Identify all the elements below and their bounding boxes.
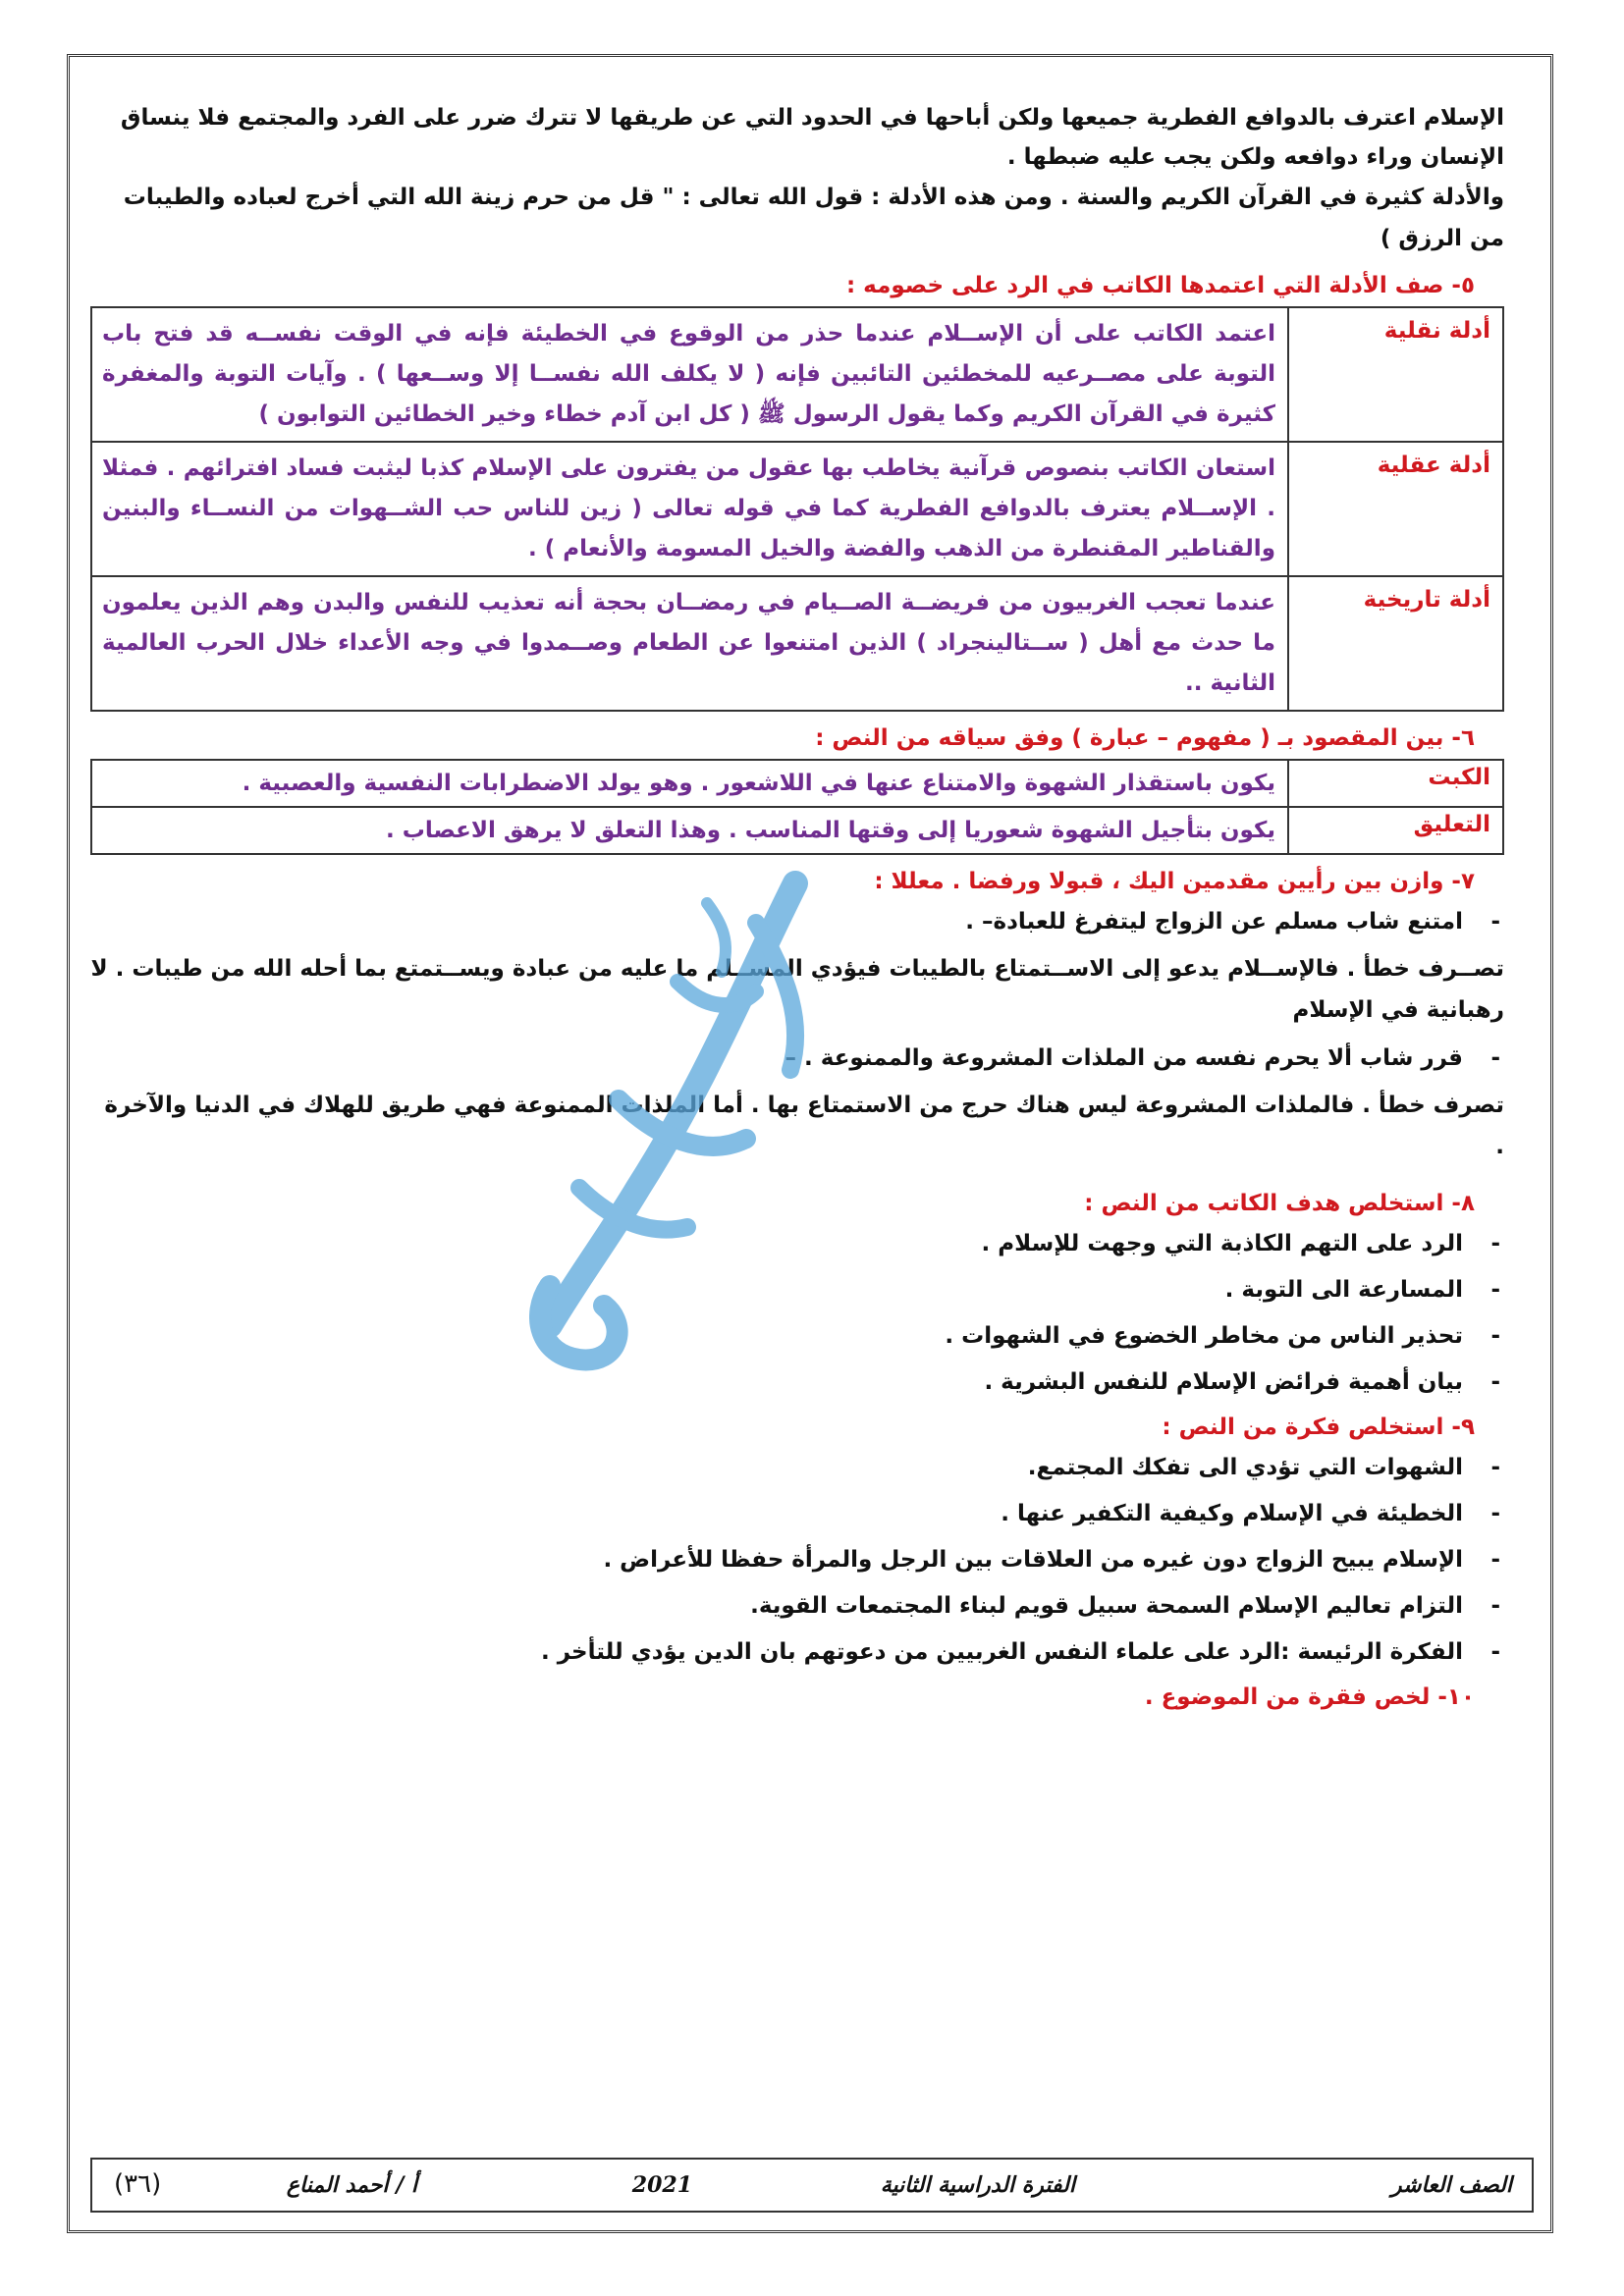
list-item: - الإسلام يبيح الزواج دون غيره من العلاقات بين الرجل والمرأة حفظا للأعراض . — [90, 1540, 1504, 1579]
question-5-title: ٥- صف الأدلة التي اعتمدها الكاتب في الرد على خصومه : — [845, 273, 1475, 298]
question-8-title: ٨- استخلص هدف الكاتب من النص : — [1084, 1191, 1475, 1216]
evidence-label-textual: أدلة نقلية — [1288, 307, 1503, 442]
evidence-text-historical: عندما تعجب الغربيون من فريضــة الصــيام في رمضــان بحجة أنه تعذيب للنفس والبدن وهم الذين يعلمون ما حدث مع أهل ( ســتالينجراد ) الذين امتنعوا عن الطعام وصــمدوا في وجه الأعداء خلال الحرب العالمية الثانية .. — [91, 576, 1288, 711]
list-item: - المسارعة الى التوبة . — [90, 1270, 1504, 1309]
question-9-title: ٩- استخلص فكرة من النص : — [1162, 1415, 1475, 1440]
opinion-answer-2: تصرف خطأ . فالملذات المشروعة ليس هناك حرج من الاستمتاع بها . أما الملذات الممنوعة فهي طريق للهلاك في الدنيا والآخرة . — [104, 1093, 1504, 1159]
definitions-table — [90, 759, 1504, 855]
evidence-text-textual: اعتمد الكاتب على أن الإســلام عندما حذر من الوقوع في الخطيئة فإنه في الوقت نفســه قد فتح باب التوبة على مصــرعيه للمخطئين التائبين فإنه ( لا يكلف الله نفســا إلا وســعها ) . وآيات التوبة والمغفرة كثيرة في القرآن الكريم وكما يقول الرسول ﷺ ( كل ابن آدم خطاء وخير الخطائين التوابون ) — [91, 307, 1288, 442]
opinion-answer-1: تصــرف خطأ . فالإســلام يدعو إلى الاســتمتاع بالطيبات فيؤدي المســلم ما عليه من عبادة ويســتمتع بما أحله الله من طيبات . لا رهبانية في الإسلام — [90, 956, 1504, 1023]
page-footer — [90, 2158, 1534, 2213]
list-item: - الخطيئة في الإسلام وكيفية التكفير عنها . — [90, 1494, 1504, 1533]
list-item: - امتنع شاب مسلم عن الزواج ليتفرغ للعبادة– . — [90, 902, 1504, 941]
question-7-title: ٧- وازن بين رأيين مقدمين اليك ، قبولا ورفضا . معللا : — [874, 869, 1475, 894]
footer-year: 2021 — [631, 2172, 692, 2198]
evidence-label-historical: أدلة تاريخية — [1288, 576, 1503, 711]
list-item: - الرد على التهم الكاذبة التي وجهت للإسلام . — [90, 1224, 1504, 1263]
opinion-list-2 — [90, 1039, 1504, 1078]
evidence-text-rational: استعان الكاتب بنصوص قرآنية يخاطب بها عقول من يفترون على الإسلام كذبا ليثبت فساد افترائهم . فمثلا . الإســلام يعترف بالدوافع الفطرية كما في قوله تعالى ( زين للناس حب الشــهوات من النســاء والبنين والقناطير المقنطرة من الذهب والفضة والخيل المسومة والأنعام ) . — [91, 442, 1288, 576]
table-row — [91, 442, 1503, 576]
question-10-title: ١٠- لخص فقرة من الموضوع . — [1144, 1684, 1475, 1710]
footer-grade: الصف العاشر — [1390, 2172, 1512, 2198]
ideas-list — [90, 1448, 1504, 1672]
worksheet-content — [90, 98, 1504, 1718]
intro-paragraph-2: والأدلة كثيرة في القرآن الكريم والسنة . ومن هذه الأدلة : قول الله تعالى : " قل من حرم زينة الله التي أخرج لعباده والطيبات من الرزق ) — [123, 185, 1504, 251]
evidence-table — [90, 306, 1504, 712]
footer-page-number: (٣٦) — [114, 2169, 162, 2199]
footer-term: الفترة الدراسية الثانية — [880, 2172, 1075, 2198]
term-label-suspension: التعليق — [1288, 807, 1503, 854]
question-6-title: ٦- بين المقصود بـ ( مفهوم – عبارة ) وفق سياقه من النص : — [815, 725, 1475, 751]
table-row — [91, 807, 1503, 854]
term-text-repression: يكون باستقذار الشهوة والامتناع عنها في اللاشعور . وهو يولد الاضطرابات النفسية والعصبية . — [91, 760, 1288, 807]
footer-teacher: أ / أحمد المناع — [286, 2172, 417, 2198]
list-item: - الفكرة الرئيسة :الرد على علماء النفس الغربيين من دعوتهم بان الدين يؤدي للتأخر . — [90, 1632, 1504, 1672]
author-goals-list — [90, 1224, 1504, 1402]
term-text-suspension: يكون بتأجيل الشهوة شعوريا إلى وقتها المناسب . وهذا التعلق لا يرهق الاعصاب . — [91, 807, 1288, 854]
list-item: - الشهوات التي تؤدي الى تفكك المجتمع. — [90, 1448, 1504, 1487]
table-row — [91, 307, 1503, 442]
table-row — [91, 576, 1503, 711]
opinion-list-1 — [90, 902, 1504, 941]
list-item: - تحذير الناس من مخاطر الخضوع في الشهوات . — [90, 1316, 1504, 1356]
list-item: - بيان أهمية فرائض الإسلام للنفس البشرية . — [90, 1362, 1504, 1402]
list-item: - التزام تعاليم الإسلام السمحة سبيل قويم لبناء المجتمعات القوية. — [90, 1586, 1504, 1626]
list-item: - قرر شاب ألا يحرم نفسه من الملذات المشروعة والممنوعة . – — [90, 1039, 1504, 1078]
intro-paragraph-1: الإسلام اعترف بالدوافع الفطرية جميعها ولكن أباحها في الحدود التي عن طريقها لا تترك ضرر على الفرد والمجتمع فلا ينساق الإنسان وراء دوافعه ولكن يجب عليه ضبطها . — [120, 105, 1504, 170]
evidence-label-rational: أدلة عقلية — [1288, 442, 1503, 576]
term-label-repression: الكبت — [1288, 760, 1503, 807]
table-row — [91, 760, 1503, 807]
